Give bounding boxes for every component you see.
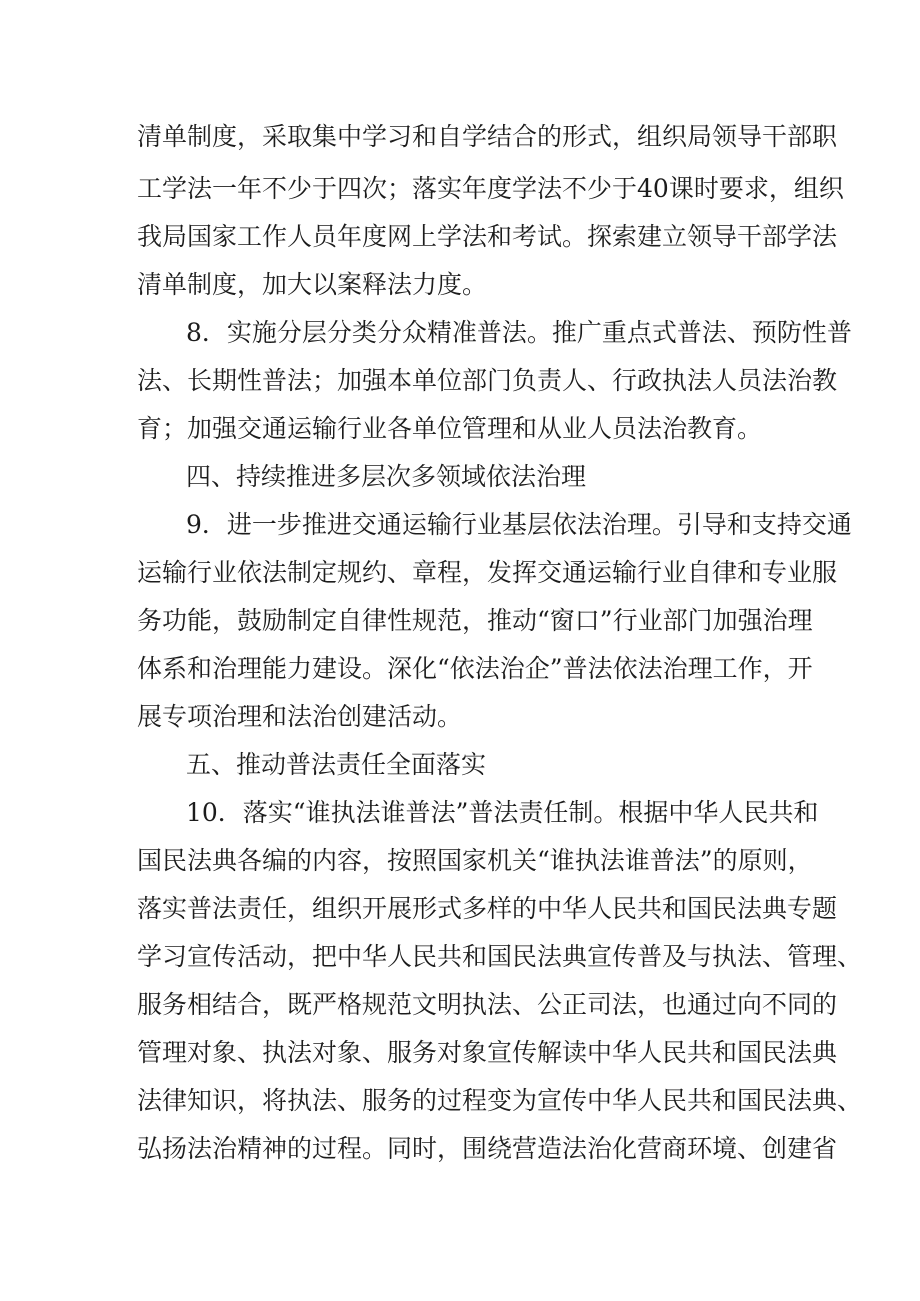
text-line: 服务相结合，既严格规范文明执法、公正司法，也通过向不同的: [137, 990, 838, 1019]
text-line: 落实普法责任，组织开展形式多样的中华人民共和国民法典专题: [137, 894, 838, 923]
text-line: 弘扬法治精神的过程。同时，围绕营造法治化营商环境、创建省: [137, 1134, 838, 1163]
text-line: 体系和治理能力建设。深化“依法治企”普法依法治理工作，开: [137, 654, 813, 683]
text-line: 法律知识，将执法、服务的过程变为宣传中华人民共和国民法典、: [137, 1086, 863, 1115]
text-line: 10．落实“谁执法谁普法”普法责任制。根据中华人民共和: [186, 798, 819, 827]
text-line: 学习宣传活动，把中华人民共和国民法典宣传普及与执法、管理、: [137, 942, 863, 971]
text-line: 法、长期性普法；加强本单位部门负责人、行政执法人员法治教: [137, 366, 838, 395]
text-line: 清单制度，采取集中学习和自学结合的形式，组织局领导干部职: [137, 122, 838, 151]
text-line: 工学法一年不少于四次；落实年度学法不少于40课时要求，组织: [137, 174, 844, 203]
text-line: 我局国家工作人员年度网上学法和考试。探索建立领导干部学法: [137, 222, 838, 251]
text-line: 管理对象、执法对象、服务对象宣传解读中华人民共和国民法典: [137, 1038, 838, 1067]
section-heading: 四、持续推进多层次多领域依法治理: [186, 462, 587, 491]
text-line: 育；加强交通运输行业各单位管理和从业人员法治教育。: [137, 414, 763, 443]
text-line: 运输行业依法制定规约、章程，发挥交通运输行业自律和专业服: [137, 558, 838, 587]
text-line: 务功能，鼓励制定自律性规范，推动“窗口”行业部门加强治理: [137, 606, 813, 635]
text-line: 清单制度，加大以案释法力度。: [137, 270, 488, 299]
text-line: 8．实施分层分类分众精准普法。推广重点式普法、预防性普: [186, 318, 852, 347]
text-line: 展专项治理和法治创建活动。: [137, 702, 463, 731]
text-line: 9．进一步推进交通运输行业基层依法治理。引导和支持交通: [186, 510, 852, 539]
text-line: 国民法典各编的内容，按照国家机关“谁执法谁普法”的原则，: [137, 846, 813, 875]
section-heading: 五、推动普法责任全面落实: [186, 750, 487, 779]
